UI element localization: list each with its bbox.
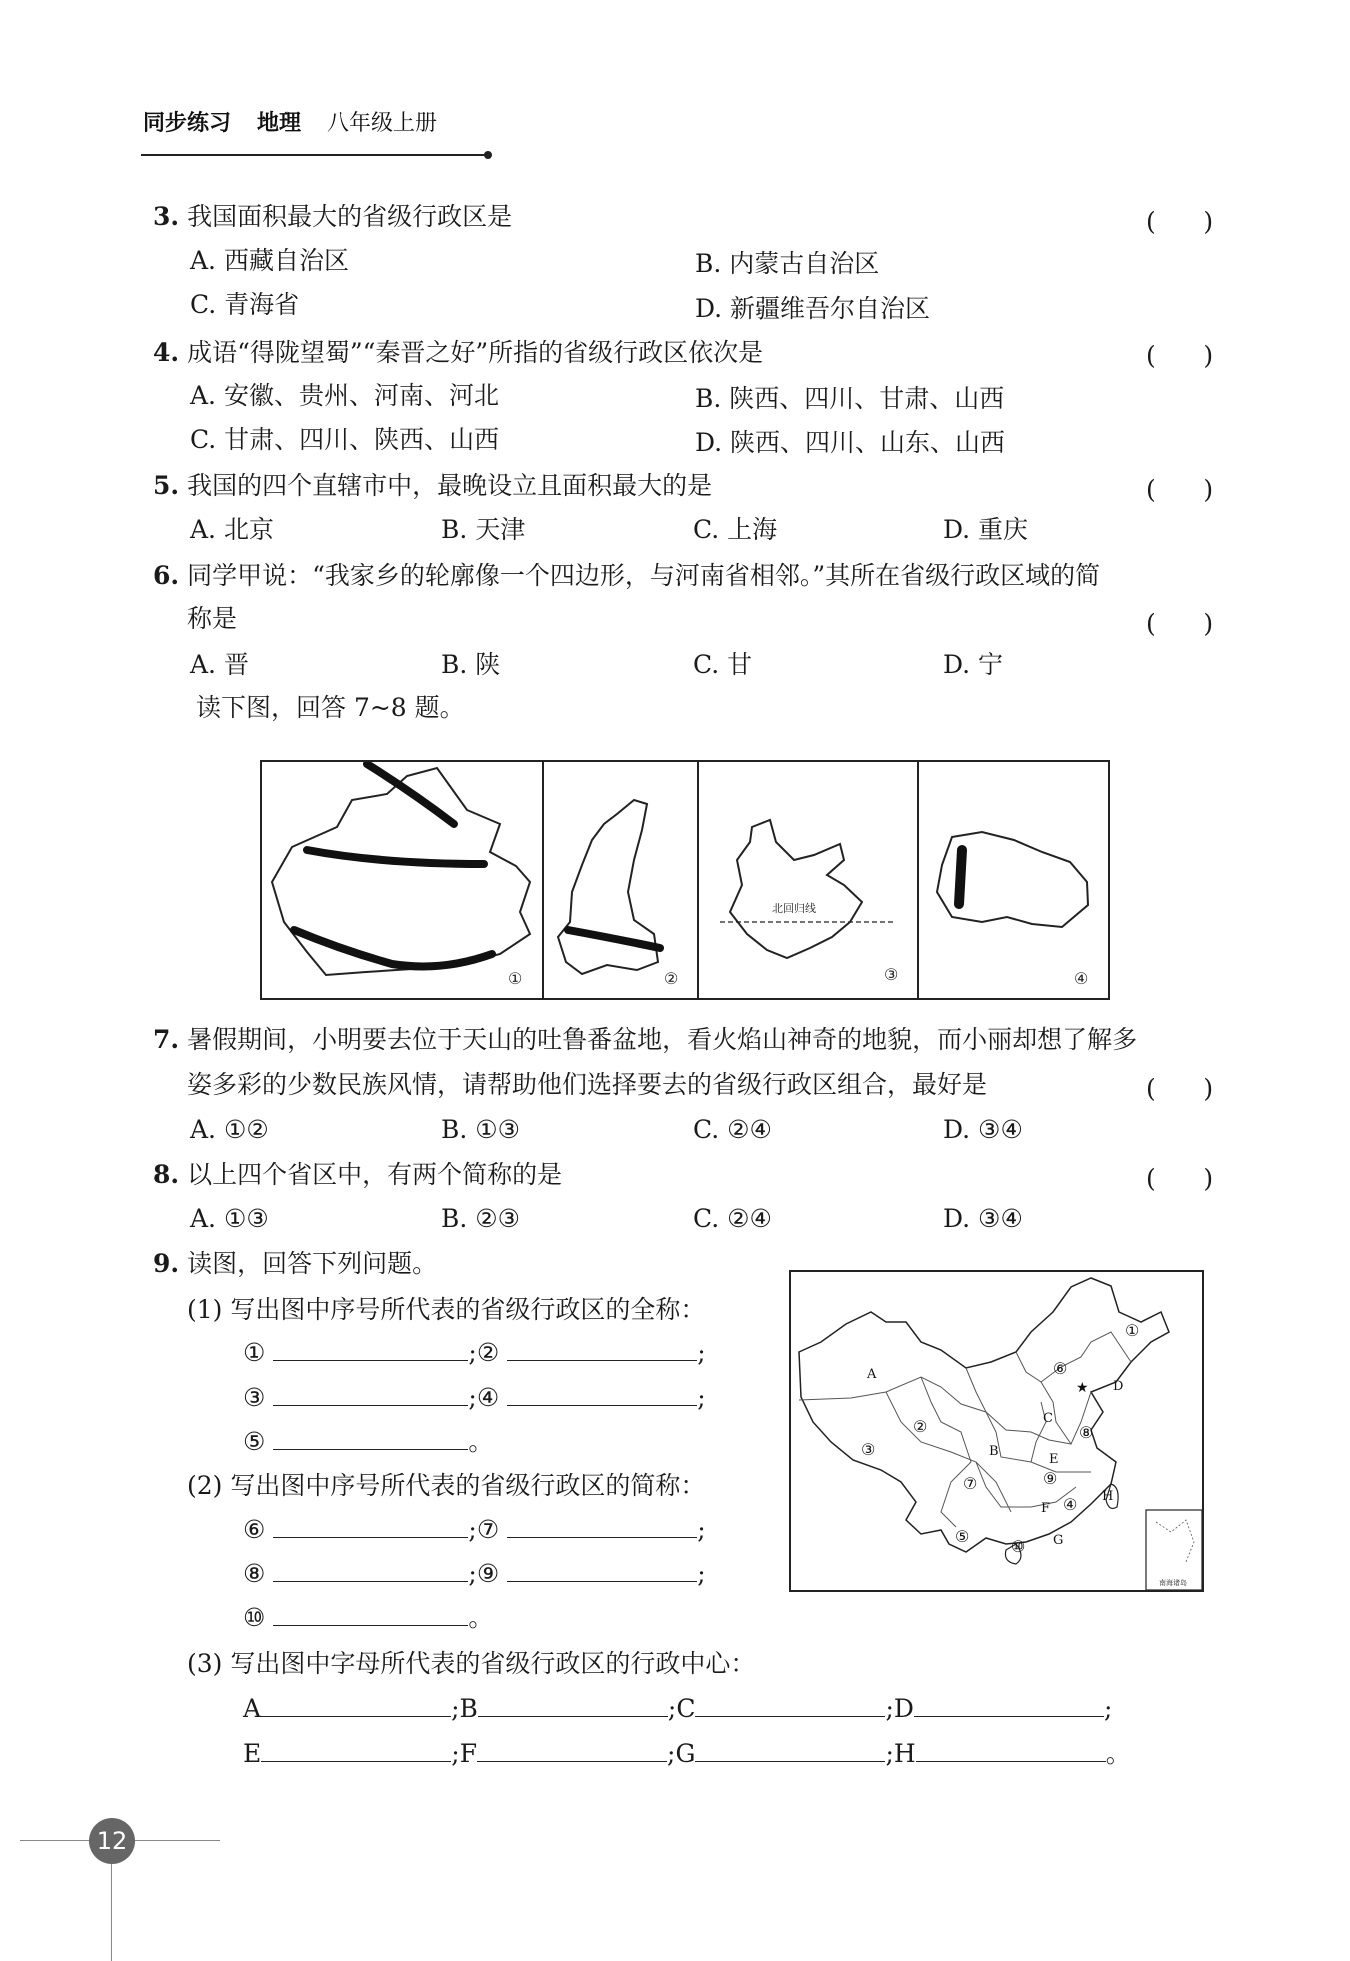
question-text: 同学甲说：“我家乡的轮廓像一个四边形，与河南省相邻。”其所在省级行政区域的简 [187, 561, 1101, 590]
option-c: C. 上海 [693, 515, 778, 544]
blank-end: 。 [1105, 1739, 1131, 1768]
xinjiang-outline [272, 768, 530, 975]
header-subject: 地理 [257, 111, 302, 136]
blank-separator: ; [697, 1559, 706, 1588]
map-num-2: ② [913, 1417, 928, 1436]
blank-label: ③ [243, 1383, 266, 1412]
map-label-g: G [1053, 1533, 1064, 1548]
answer-blank[interactable] [273, 1603, 468, 1626]
blank-label: H [893, 1739, 916, 1768]
china-map-svg [791, 1272, 1202, 1590]
blank-label: ⑥ [243, 1515, 266, 1544]
question-7 [153, 1024, 1137, 1056]
province-outlines-figure [260, 760, 1110, 1000]
tropic-label: 北回归线 [772, 902, 816, 915]
china-map-figure [789, 1270, 1204, 1592]
option-c: C. ②④ [693, 1115, 772, 1144]
question-5 [153, 470, 712, 502]
option-d: D. ③④ [943, 1115, 1023, 1144]
panel-label: ① [508, 969, 523, 988]
blank-label: ⑩ [243, 1603, 266, 1632]
option-a: A. ①② [190, 1115, 269, 1144]
option-a: A. 北京 [190, 515, 274, 544]
blank-separator: ; [885, 1739, 894, 1768]
read-prompt: 读下图，回答 7~8 题。 [196, 693, 465, 722]
answer-blank[interactable] [273, 1383, 468, 1406]
option-a: A. ①③ [190, 1204, 269, 1233]
answer-paren: ( ) [1146, 609, 1214, 638]
answer-blank[interactable] [273, 1427, 468, 1450]
blank-label: ⑦ [476, 1515, 500, 1544]
page-number: 12 [89, 1818, 135, 1864]
mountain-range-stroke [294, 930, 492, 966]
question-text: 读图，回答下列问题。 [187, 1249, 438, 1278]
blank-line [243, 1337, 706, 1369]
map-num-10: ⑩ [1011, 1537, 1026, 1556]
province-boundary [976, 1462, 1076, 1507]
mountain-range-stroke [307, 850, 484, 864]
blank-label: C [676, 1694, 696, 1723]
header-rule [141, 154, 487, 156]
blank-label: ④ [476, 1383, 500, 1412]
map-num-5: ⑤ [955, 1527, 970, 1546]
option-c: C. ②④ [693, 1204, 772, 1233]
blank-label: ⑨ [476, 1559, 500, 1588]
q9-sub3: (3) 写出图中字母所代表的省级行政区的行政中心： [187, 1649, 756, 1678]
answer-blank[interactable] [273, 1338, 468, 1361]
option-d: D. 新疆维吾尔自治区 [695, 294, 931, 323]
question-number: 5. [153, 471, 180, 500]
map-num-7: ⑦ [963, 1474, 978, 1493]
blank-end: 。 [468, 1427, 494, 1456]
blank-label: F [459, 1739, 478, 1768]
answer-paren: ( ) [1146, 1164, 1214, 1193]
blank-separator: ; [697, 1383, 706, 1412]
question-text: 我国的四个直辖市中，最晚设立且面积最大的是 [187, 471, 713, 500]
option-c: C. 青海省 [190, 290, 300, 319]
question-8 [153, 1159, 562, 1191]
option-b: B. 陕西、四川、甘肃、山西 [695, 384, 1005, 413]
blank-separator: ; [468, 1559, 477, 1588]
header-grade: 八年级上册 [327, 111, 438, 136]
option-b: B. 天津 [441, 515, 526, 544]
panel-label: ③ [884, 965, 899, 984]
answer-blank[interactable] [261, 1694, 451, 1717]
option-c: C. 甘 [693, 650, 753, 679]
option-d: D. 重庆 [943, 515, 1029, 544]
province-boundary [921, 1377, 971, 1527]
option-d: D. 陕西、四川、山东、山西 [695, 428, 1006, 457]
blank-label: A [243, 1694, 262, 1723]
inset-label: 南海诸岛 [1159, 1579, 1187, 1587]
map-label-a: A [867, 1367, 877, 1382]
option-b: B. ②③ [441, 1204, 521, 1233]
answer-blank[interactable] [273, 1559, 468, 1582]
province-outlines-svg [262, 762, 1108, 998]
answer-blank[interactable] [695, 1694, 885, 1717]
question-number: 8. [153, 1160, 180, 1189]
map-label-d: D [1113, 1379, 1124, 1394]
map-num-1: ① [1125, 1321, 1140, 1340]
option-d: D. 宁 [943, 650, 1004, 679]
option-d: D. ③④ [943, 1204, 1023, 1233]
map-label-c: C [1043, 1411, 1053, 1426]
blank-end: 。 [468, 1603, 494, 1632]
header-book: 同步练习 [143, 111, 232, 136]
panel-label: ② [664, 969, 679, 988]
panel-label: ④ [1074, 969, 1089, 988]
option-a: A. 晋 [190, 650, 249, 679]
question-6-line2: 称是 [187, 604, 238, 633]
answer-blank[interactable] [507, 1383, 697, 1406]
province-boundary [966, 1368, 1094, 1472]
running-header [143, 106, 437, 137]
south-sea-inset [1146, 1510, 1202, 1590]
answer-blank[interactable] [914, 1694, 1104, 1717]
question-7-line2: 姿多彩的少数民族风情，请帮助他们选择要去的省级行政区组合，最好是 [187, 1070, 988, 1099]
panel-1-shape [272, 764, 530, 975]
map-num-4: ④ [1063, 1495, 1078, 1514]
question-number: 4. [153, 338, 180, 367]
option-a: A. 西藏自治区 [190, 246, 349, 275]
blank-separator: ; [697, 1515, 706, 1544]
map-num-3: ③ [861, 1440, 876, 1459]
map-num-8: ⑧ [1079, 1423, 1094, 1442]
answer-blank[interactable] [916, 1739, 1106, 1762]
blank-separator: ; [468, 1515, 477, 1544]
panel-3-shape [720, 820, 896, 958]
blank-separator: ; [451, 1694, 460, 1723]
mountain-range-stroke [959, 850, 962, 904]
answer-blank[interactable] [261, 1739, 451, 1762]
answer-blank[interactable] [273, 1515, 468, 1538]
map-label-e: E [1049, 1452, 1059, 1467]
question-6 [153, 560, 1100, 592]
question-9 [153, 1248, 437, 1280]
answer-blank[interactable] [507, 1338, 697, 1361]
blank-label: ⑧ [243, 1559, 266, 1588]
header-rule-dot [484, 151, 492, 159]
answer-paren: ( ) [1146, 207, 1214, 236]
blank-label: G [675, 1739, 696, 1768]
panel-2-shape [558, 800, 660, 974]
blank-label: E [243, 1739, 262, 1768]
yunnan-outline [730, 820, 862, 958]
blank-line [243, 1693, 1112, 1725]
blank-separator: ; [885, 1694, 894, 1723]
panel-4-shape [937, 832, 1088, 927]
question-text: 暑假期间，小明要去位于天山的吐鲁番盆地，看火焰山神奇的地貌，而小丽却想了解多 [187, 1025, 1138, 1054]
blank-separator: ; [468, 1383, 477, 1412]
answer-blank[interactable] [507, 1559, 697, 1582]
question-3 [153, 201, 512, 233]
question-text: 我国面积最大的省级行政区是 [187, 202, 513, 231]
blank-separator: ; [667, 1739, 676, 1768]
blank-label: ② [476, 1338, 500, 1367]
map-label-f: F [1041, 1501, 1051, 1516]
option-c: C. 甘肃、四川、陕西、山西 [190, 425, 500, 454]
question-number: 6. [153, 561, 180, 590]
map-num-6: ⑥ [1053, 1359, 1068, 1378]
map-label-b: B [989, 1444, 999, 1459]
blank-line [243, 1738, 1131, 1770]
blank-line [243, 1514, 706, 1546]
blank-separator: ; [1103, 1694, 1113, 1723]
answer-paren: ( ) [1146, 341, 1214, 370]
blank-label: D [893, 1694, 914, 1723]
blank-label: ① [243, 1338, 266, 1367]
question-number: 3. [153, 202, 180, 231]
answer-blank[interactable] [477, 1739, 667, 1762]
blank-separator: ; [667, 1694, 677, 1723]
blank-label: B [459, 1694, 478, 1723]
option-b: B. 陕 [441, 650, 501, 679]
map-label-h: H [1102, 1489, 1114, 1504]
question-text: 成语“得陇望蜀”“秦晋之好”所指的省级行政区依次是 [187, 338, 764, 367]
answer-blank[interactable] [507, 1515, 697, 1538]
blank-line [243, 1426, 493, 1458]
q9-sub2: (2) 写出图中序号所代表的省级行政区的简称： [187, 1471, 706, 1500]
capital-star-icon: ★ [1076, 1380, 1089, 1396]
mountain-range-stroke [568, 930, 660, 948]
blank-line [243, 1382, 706, 1414]
answer-paren: ( ) [1146, 1074, 1214, 1103]
answer-blank[interactable] [478, 1694, 668, 1717]
blank-separator: ; [468, 1338, 477, 1367]
question-4 [153, 337, 763, 369]
map-num-9: ⑨ [1043, 1469, 1058, 1488]
question-number: 9. [153, 1249, 180, 1278]
blank-line [243, 1558, 706, 1590]
blank-line [243, 1602, 493, 1634]
answer-blank[interactable] [695, 1739, 885, 1762]
question-number: 7. [153, 1025, 180, 1054]
question-text: 以上四个省区中，有两个简称的是 [187, 1160, 563, 1189]
blank-separator: ; [697, 1338, 706, 1367]
blank-label: ⑤ [243, 1427, 266, 1456]
option-a: A. 安徽、贵州、河南、河北 [190, 381, 499, 410]
option-b: B. ①③ [441, 1115, 521, 1144]
option-b: B. 内蒙古自治区 [695, 249, 880, 278]
page-number-rule-vertical [111, 1862, 112, 1961]
blank-separator: ; [451, 1739, 460, 1768]
china-border [799, 1278, 1169, 1552]
q9-sub1: (1) 写出图中序号所代表的省级行政区的全称： [187, 1295, 706, 1324]
answer-paren: ( ) [1146, 475, 1214, 504]
